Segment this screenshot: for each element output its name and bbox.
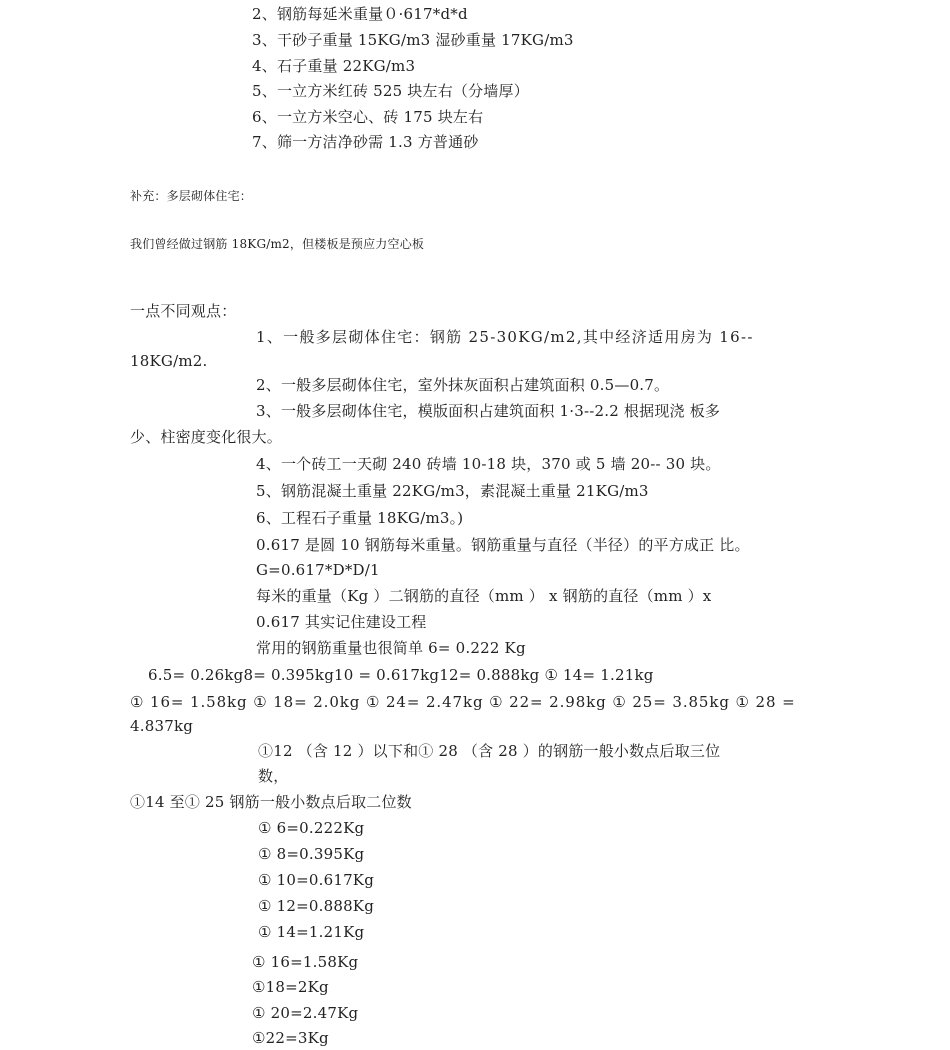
- view-heading: 一点不同观点：: [130, 302, 237, 320]
- view-item-5: 5、钢筋混凝土重量 22KG/m3，素混凝土重量 21KG/m3: [256, 482, 649, 500]
- weight-item: ① 12=0.888Kg: [258, 897, 375, 915]
- rebar-para-4: 0.617 其实记住建设工程: [256, 613, 427, 631]
- list-item: 2、钢筋每延米重量０·617*d*d: [252, 5, 468, 23]
- rebar-para-5: 常用的钢筋重量也很简单 6= 0.222 Kg: [256, 639, 526, 657]
- weight-item: ①18=2Kg: [252, 978, 329, 996]
- weight-item: ①22=3Kg: [252, 1029, 329, 1047]
- weight-item: ① 6=0.222Kg: [258, 819, 365, 837]
- rebar-para-3: 每米的重量（Kg ）二钢筋的直径（mm ） x 钢筋的直径（mm ）x: [256, 587, 712, 605]
- view-item-1-cont: 18KG/m2.: [130, 352, 208, 370]
- list-item: 4、石子重量 22KG/m3: [252, 57, 416, 75]
- weight-item: ① 16=1.58Kg: [252, 953, 359, 971]
- rebar-decimals-note-2: ①14 至① 25 钢筋一般小数点后取二位数: [130, 793, 412, 811]
- list-item: 5、一立方米红砖 525 块左右（分墙厚）: [252, 82, 529, 100]
- rebar-para-1: 0.617 是圆 10 钢筋每米重量。钢筋重量与直径（半径）的平方成正 比。: [256, 536, 750, 554]
- weight-item: ① 20=2.47Kg: [252, 1004, 359, 1022]
- weight-item: ① 10=0.617Kg: [258, 871, 375, 889]
- rebar-decimals-note: ①12 （含 12 ）以下和① 28 （含 28 ）的钢筋一般小数点后取三位: [258, 742, 721, 760]
- supplement-title: 补充：多层砌体住宅：: [130, 189, 253, 203]
- rebar-weights-row-2: ① 16= 1.58kg ① 18= 2.0kg ① 24= 2.47kg ① 22= 2.98kg ① 25= 3.85kg ① 28 =: [130, 693, 796, 711]
- weight-item: ① 14=1.21Kg: [258, 923, 365, 941]
- supplement-text: 我们曾经做过钢筋 18KG/m2，但楼板是预应力空心板: [130, 237, 425, 251]
- view-item-3: 3、一般多层砌体住宅，模版面积占建筑面积 1·3--2.2 根据现浇 板多: [256, 402, 721, 420]
- view-item-1: 1、一般多层砌体住宅：钢筋 25-30KG/m2,其中经济适用房为 16--: [256, 328, 754, 346]
- rebar-weights-row-1: 6.5= 0.26kg8= 0.395kg10 = 0.617kg12= 0.888kg ① 14= 1.21kg: [148, 666, 654, 684]
- rebar-decimals-note-cont: 数，: [258, 767, 289, 785]
- view-item-4: 4、一个砖工一天砌 240 砖墙 10-18 块，370 或 5 墙 20-- 30 块。: [256, 455, 721, 473]
- weight-item: ① 8=0.395Kg: [258, 845, 365, 863]
- list-item: 3、干砂子重量 15KG/m3 湿砂重量 17KG/m3: [252, 31, 574, 49]
- list-item: 7、筛一方洁净砂需 1.3 方普通砂: [252, 133, 479, 151]
- view-item-3-cont: 少、柱密度变化很大。: [130, 428, 283, 446]
- rebar-weights-row-2-cont: 4.837kg: [130, 717, 194, 735]
- view-item-6: 6、工程石子重量 18KG/m3。): [256, 509, 464, 527]
- list-item: 6、一立方米空心、砖 175 块左右: [252, 108, 484, 126]
- view-item-2: 2、一般多层砌体住宅，室外抹灰面积占建筑面积 0.5—0.7。: [256, 376, 670, 394]
- rebar-formula: G=0.617*D*D/1: [256, 561, 380, 579]
